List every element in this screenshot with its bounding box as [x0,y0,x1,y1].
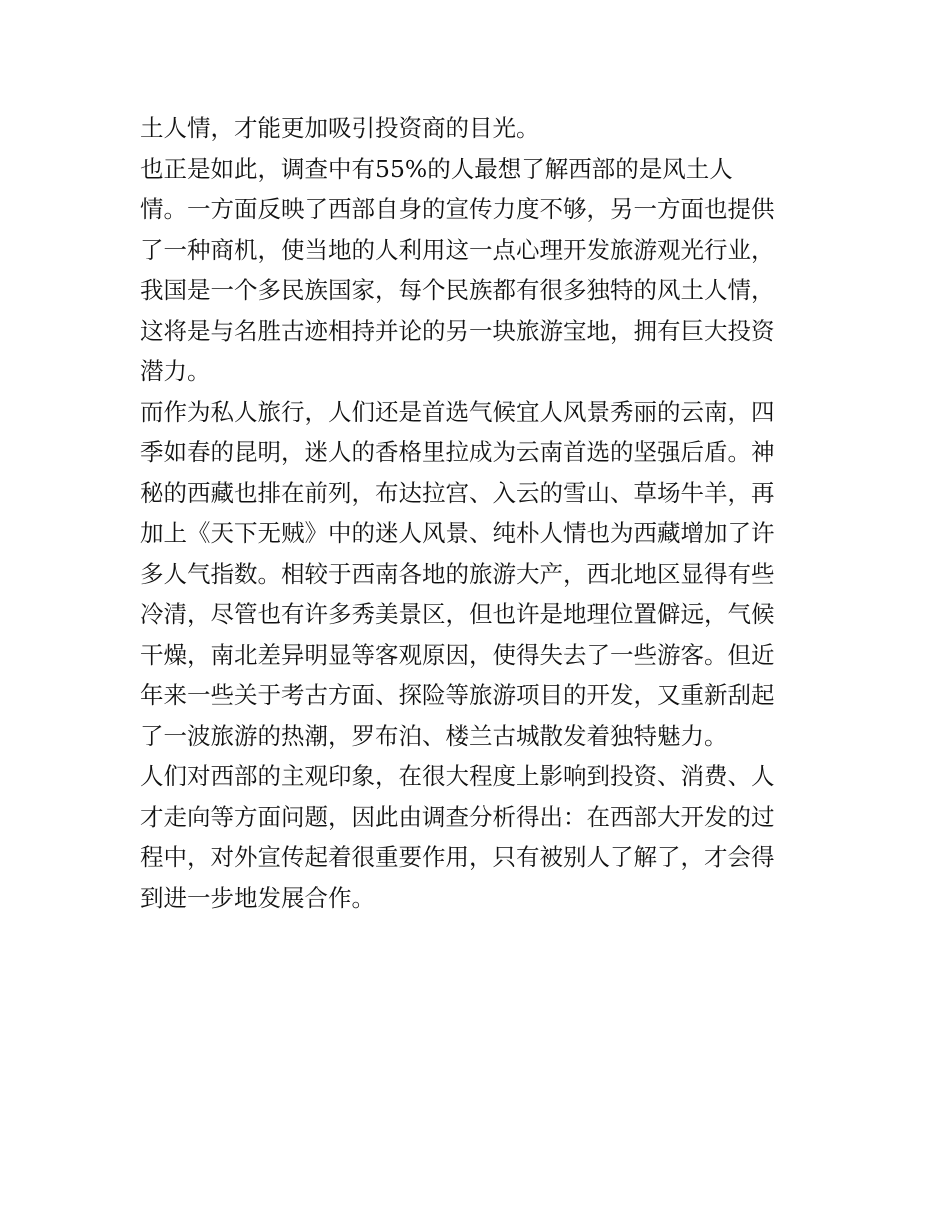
text-line: 才走向等方面问题，因此由调查分析得出：在西部大开发的过 [140,802,775,831]
text-line: 程中，对外宣传起着很重要作用，只有被别人了解了，才会得 [140,843,775,871]
text-line: 情。一方面反映了西部自身的宣传力度不够，另一方面也提供 [140,195,775,223]
paragraph-4 [140,756,820,918]
text-line: 我国是一个多民族国家，每个民族都有很多独特的风土人情， [140,276,775,304]
paragraph-2 [140,149,820,392]
text-line: 冷清，尽管也有许多秀美景区，但也许是地理位置僻远，气候 [140,600,775,628]
text-line: 了一波旅游的热潮，罗布泊、楼兰古城散发着独特魅力。 [140,721,728,750]
text-line: 而作为私人旅行，人们还是首选气候宜人风景秀丽的云南，四 [140,397,775,426]
text-line: 土人情，才能更加吸引投资商的目光。 [140,114,540,142]
text-line: 季如春的昆明，迷人的香格里拉成为云南首选的坚强后盾。神 [140,438,775,466]
text-line: 潜力。 [140,357,211,385]
text-line: 多人气指数。相较于西南各地的旅游大产，西北地区显得有些 [140,559,775,588]
text-line: 干燥，南北差异明显等客观原因，使得失去了一些游客。但近 [140,640,775,669]
paragraph-1 [140,108,820,149]
text-line: 了一种商机，使当地的人利用这一点心理开发旅游观光行业， [140,235,775,264]
text-line: 秘的西藏也排在前列，布达拉宫、入云的雪山、草场牛羊，再 [140,478,775,507]
text-line: 也正是如此，调查中有55%的人最想了解西部的是风土人 [140,154,733,183]
paragraph-3 [140,392,820,757]
text-line: 到进一步地发展合作。 [140,883,375,912]
text-line: 这将是与名胜古迹相持并论的另一块旅游宝地，拥有巨大投资 [140,316,775,345]
document-body [140,108,820,918]
text-line: 年来一些关于考古方面、探险等旅游项目的开发，又重新刮起 [140,681,775,709]
text-line: 人们对西部的主观印象，在很大程度上影响到投资、消费、人 [140,762,775,790]
text-line: 加上《天下无贼》中的迷人风景、纯朴人情也为西藏增加了许 [140,519,775,547]
